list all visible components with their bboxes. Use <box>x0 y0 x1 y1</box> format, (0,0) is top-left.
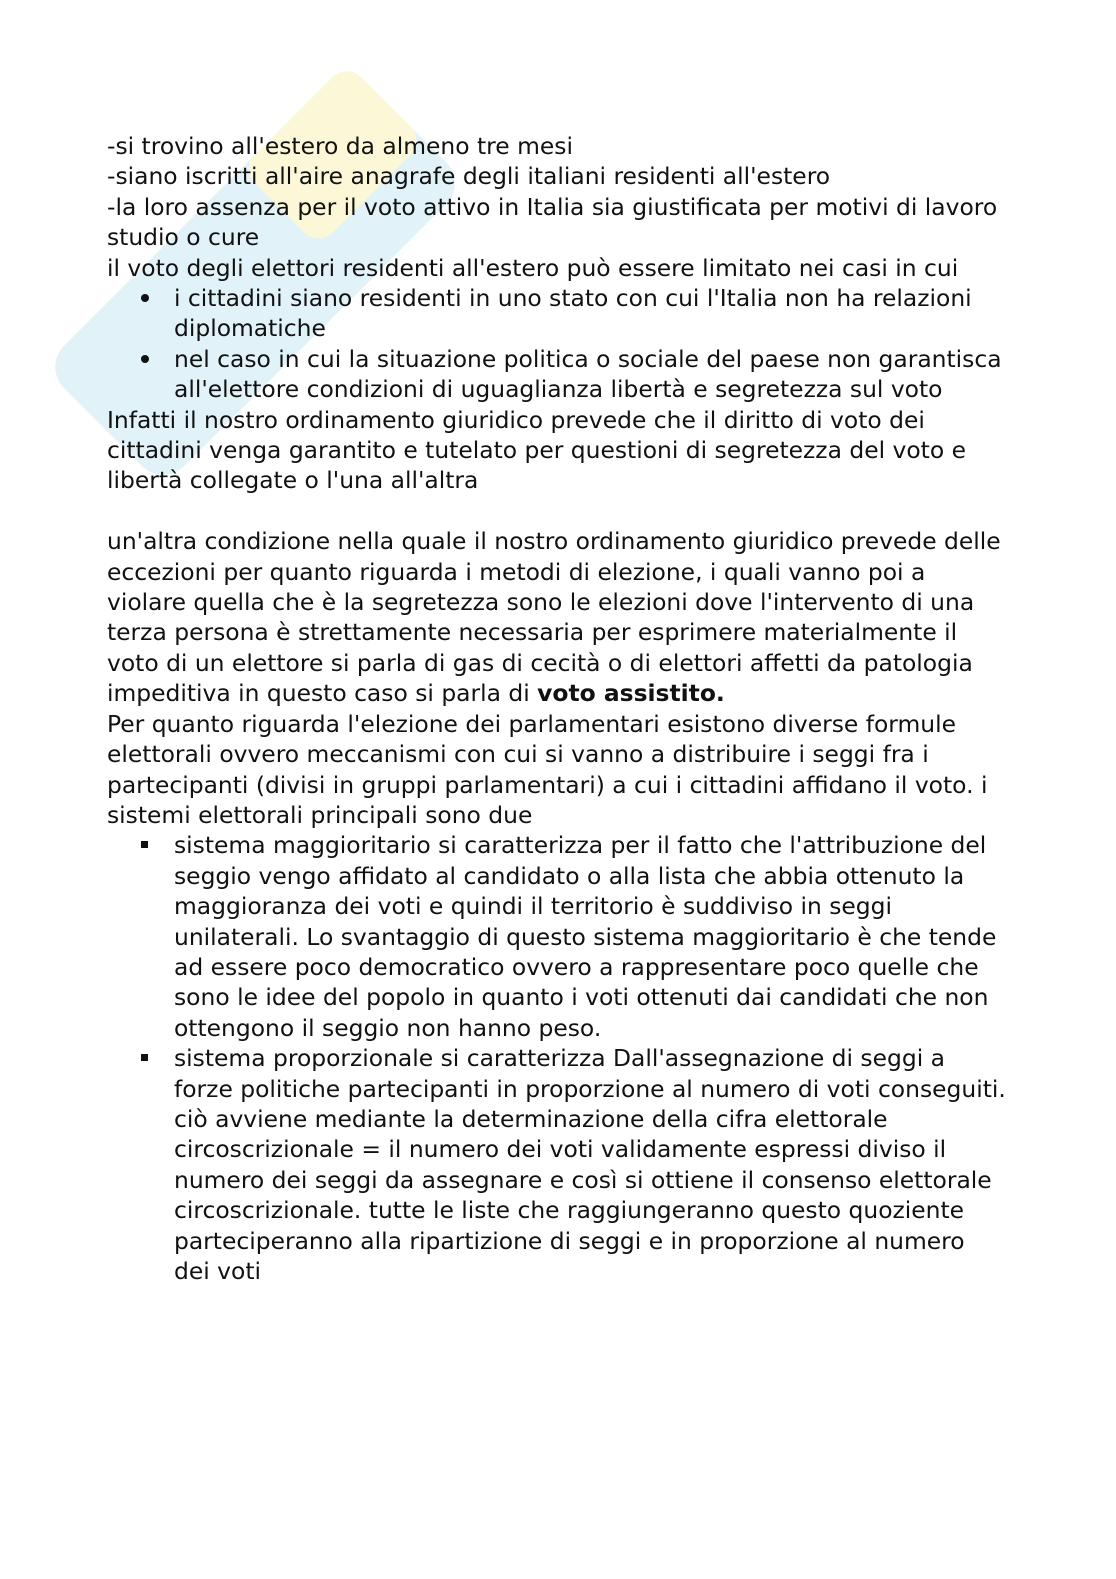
limited-cases-list <box>107 283 1007 405</box>
document-page <box>107 131 1007 1286</box>
assisted-vote-term: voto assistito. <box>537 679 725 708</box>
list-item: sistema maggioritario si caratterizza per il fatto che l'attribuzione del seggio vengo affidato al candidato o alla lista che abbia ottenuto la maggioranza dei voti e quindi il territorio è suddiviso in seggi unilaterali. Lo svantaggio di questo sistema maggioritario è che tende ad essere poco democratico ovvero a rappresentare poco quelle che sono le idee del popolo in quanto i voti ottenuti dai candidati che non ottengono il seggio non hanno peso. <box>107 830 1007 1043</box>
paragraph-electoral-systems: Per quanto riguarda l'elezione dei parlamentari esistono diverse formule elettorali ovvero meccanismi con cui si vanno a distribuire i seggi fra i partecipanti (divisi in gruppi parlamentari) a cui i cittadini affidano il voto. i sistemi elettorali principali sono due <box>107 709 988 829</box>
paragraph-assisted-vote <box>107 526 1007 708</box>
requirement-line: -la loro assenza per il voto attivo in Italia sia giustificata per motivi di lavoro studio o cure <box>107 192 998 252</box>
paragraph-limited-vote: il voto degli elettori residenti all'estero può essere limitato nei casi in cui <box>107 253 959 282</box>
list-item: i cittadini siano residenti in uno stato con cui l'Italia non ha relazioni diplomatiche <box>107 283 1007 344</box>
requirement-line: -siano iscritti all'aire anagrafe degli italiani residenti all'estero <box>107 162 831 191</box>
requirement-line: -si trovino all'estero da almeno tre mesi <box>107 132 573 160</box>
blank-line <box>107 496 1007 526</box>
list-item: nel caso in cui la situazione politica o sociale del paese non garantisca all'elettore condizioni di uguaglianza libertà e segretezza sul voto <box>107 344 1007 405</box>
list-item: sistema proporzionale si caratterizza Dall'assegnazione di seggi a forze politiche partecipanti in proporzione al numero di voti conseguiti. ciò avviene mediante la determinazione della cifra elettorale circoscrizionale = il numero dei voti validamente espressi diviso il numero dei seggi da assegnare e così si ottiene il consenso elettorale circoscrizionale. tutte le liste che raggiungeranno questo quoziente parteciperanno alla ripartizione di seggi e in proporzione al numero dei voti <box>107 1043 1007 1286</box>
paragraph-infatti: Infatti il nostro ordinamento giuridico prevede che il diritto di voto dei cittadini venga garantito e tutelato per questioni di segretezza del voto e libertà collegate o l'una all'altra <box>107 405 966 495</box>
assisted-vote-text: un'altra condizione nella quale il nostro ordinamento giuridico prevede delle eccezioni per quanto riguarda i metodi di elezione, i quali vanno poi a violare quella che è la segretezza sono le elezioni dove l'intervento di una terza persona è strettamente necessaria per esprimere materialmente il voto di un elettore si parla di gas di cecità o di elettori affetti da patologia impeditiva in questo caso si parla di <box>107 527 1001 708</box>
electoral-systems-list <box>107 830 1007 1286</box>
